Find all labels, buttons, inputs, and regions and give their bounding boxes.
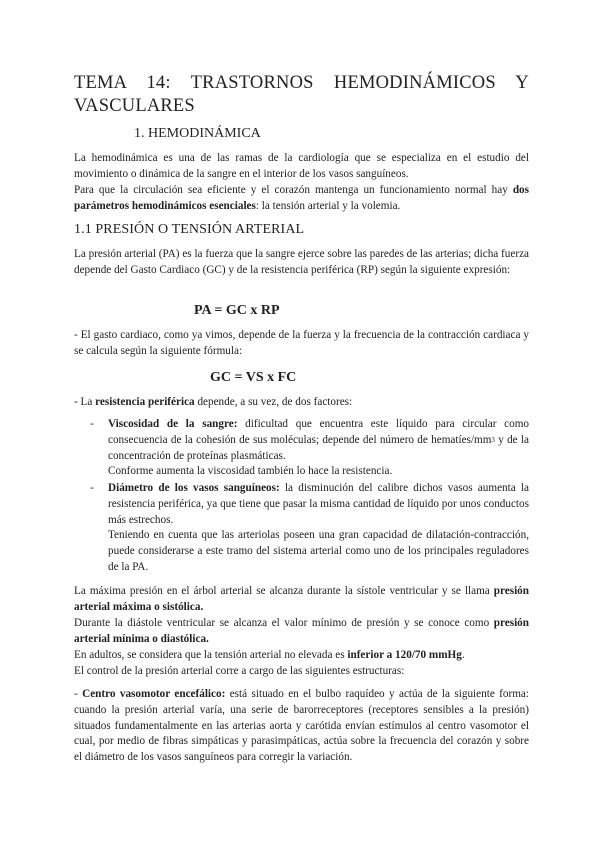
paragraph-text: y de la concentración de proteínas plasmáticas. xyxy=(108,433,529,462)
paragraph-centro-vasomotor xyxy=(74,687,529,766)
paragraph-text: depende, a su vez, de dos factores: xyxy=(194,396,353,408)
paragraph-text: Conforme aumenta la viscosidad también lo hace la resistencia. xyxy=(108,465,393,478)
formula-pa: PA = GC x RP xyxy=(194,303,280,318)
paragraph-presion-sistolica xyxy=(74,584,529,616)
paragraph-gasto-cardiaco: - El gasto cardiaco, como ya vimos, depende de la fuerza y la frecuencia de la contracción cardiaca y se calcula según la siguiente fórmula: xyxy=(74,329,529,357)
formula-gc: GC = VS x FC xyxy=(210,370,297,385)
paragraph-tension-adultos xyxy=(74,648,529,664)
bold-term: presión arterial mínima o diastólica. xyxy=(74,617,529,645)
bold-term: inferior a 120/70 mmHg xyxy=(347,649,462,661)
bullet-dash: - xyxy=(90,418,94,430)
document-title: TEMA 14: TRASTORNOS HEMODINÁMICOS Y VASCULARES xyxy=(74,73,529,116)
bold-term: Centro vasomotor encefálico: xyxy=(82,688,226,700)
bullet-dash: - xyxy=(90,482,94,494)
paragraph-text: la disminución del calibre dichos vasos aumenta la resistencia periférica, ya que tiene que pasar la misma cantidad de líquido por unos conductos más estrechos. xyxy=(108,482,529,526)
list-item-text xyxy=(108,481,529,576)
paragraph-text: - xyxy=(74,688,83,700)
paragraph-resistencia-periferica xyxy=(74,395,529,411)
paragraph-presion-arterial: La presión arterial (PA) es la fuerza que la sangre ejerce sobre las paredes de las arterias; dicha fuerza depende del Gasto Cardiaco (GC) y de la resistencia periférica (RP) según la siguiente expresión: xyxy=(74,248,529,276)
paragraph-text: . xyxy=(461,649,465,661)
paragraph-text: dificultad que encuentra este líquido para circular como consecuencia de la cohesión de sus moléculas; depende del número de hematíes/mm xyxy=(108,418,529,446)
paragraph-text: En adultos, se considera que la tensión arterial no elevada es xyxy=(74,649,348,661)
bold-term: resistencia periférica xyxy=(95,396,195,408)
paragraph-control-presion: El control de la presión arterial corre a cargo de las siguientes estructuras: xyxy=(74,665,405,677)
paragraph-text: Para que la circulación sea eficiente y el corazón mantenga un funcionamiento normal hay xyxy=(74,184,513,196)
paragraph-text: : la tensión arterial y la volemia. xyxy=(255,199,401,212)
section-heading-hemodinamica: 1. HEMODINÁMICA xyxy=(134,126,261,141)
paragraph-text: está situado en el bulbo raquídeo y actúa de la siguiente forma: cuando la presión arterial varía, una serie de barorreceptores (receptores sensibles a la presión) situados fundamentalmente en las arterias aorta y carótida envían estímulos al centro vasomotor el cual, por medio de fibras simpáticas y parasimpáticas, actúa sobre la frecuencia del corazón y sobre el diámetro de los vasos sanguíneos para corregir la variación. xyxy=(74,688,529,764)
bold-term: Diámetro de los vasos sanguíneos: xyxy=(108,482,280,494)
bold-term: dos parámetros hemodinámicos esenciales xyxy=(74,184,529,212)
paragraph-hemodynamic-parameters xyxy=(74,183,529,215)
section-heading-presion-arterial: 1.1 PRESIÓN O TENSIÓN ARTERIAL xyxy=(74,222,305,237)
list-item-text xyxy=(108,417,529,480)
superscript: 3 xyxy=(491,435,495,444)
paragraph-text: Durante la diástole ventricular se alcanza el valor mínimo de presión y se conoce como xyxy=(74,617,494,629)
paragraph-hemodinamica-definition: La hemodinámica es una de las ramas de la cardiología que se especializa en el estudio del movimiento o dinámica de la sangre en el interior de los vasos sanguíneos. xyxy=(74,152,529,180)
paragraph-text: - La xyxy=(74,396,96,408)
paragraph-text: Teniendo en cuenta que las arteriolas poseen una gran capacidad de dilatación-contracción, puede considerarse a este tramo del sistema arterial como uno de los principales reguladores de la PA. xyxy=(108,529,529,573)
bold-term: presión arterial máxima o sistólica. xyxy=(74,585,529,613)
paragraph-presion-diastolica xyxy=(74,616,529,648)
paragraph-text: La máxima presión en el árbol arterial se alcanza durante la sístole ventricular y se llama xyxy=(74,585,494,597)
bold-term: Viscosidad de la sangre: xyxy=(108,418,238,430)
